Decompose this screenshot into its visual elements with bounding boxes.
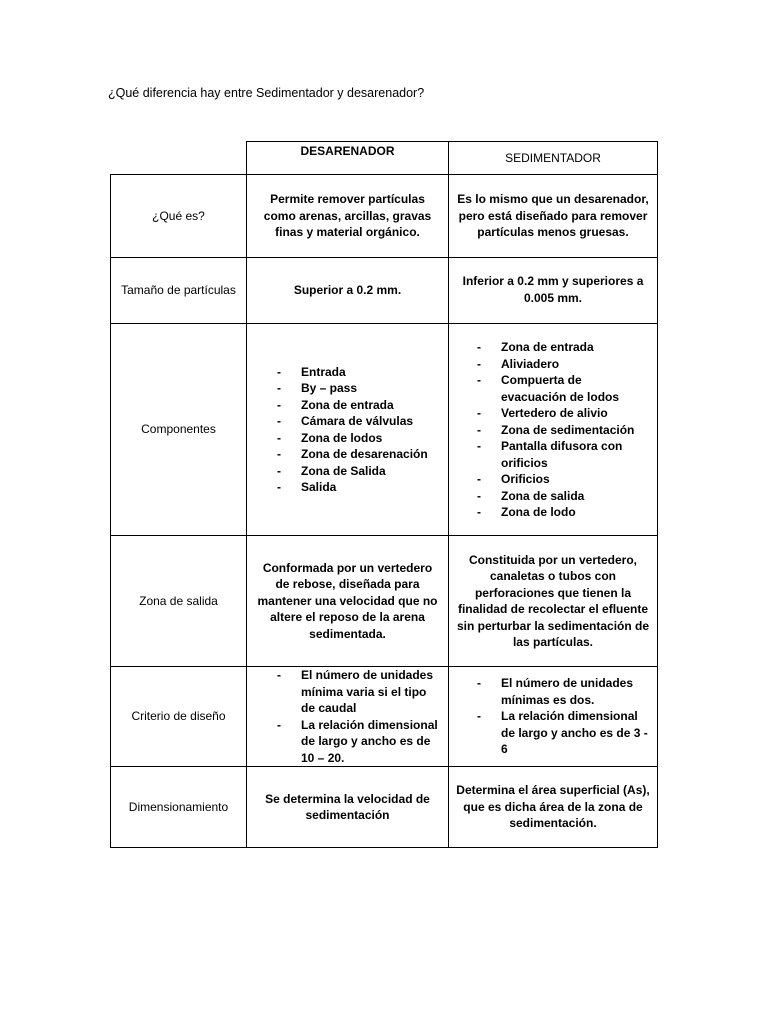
list-item: - Entrada — [277, 364, 440, 381]
list-item: - Zona de salida — [477, 488, 649, 505]
cell-dimensionamiento-desarenador: Se determina la velocidad de sedimentación — [246, 766, 449, 848]
cell-que-es-desarenador: Permite remover partículas como arenas, arcillas, gravas finas y material orgánico. — [246, 174, 449, 258]
list-item: - Pantalla difusora con orificios — [477, 438, 649, 471]
list-item: - Salida — [277, 479, 440, 496]
list-item: - By – pass — [277, 380, 440, 397]
list-item: - El número de unidades mínima varia si el tipo de caudal — [277, 667, 440, 717]
header-sedimentador: SEDIMENTADOR — [448, 141, 658, 175]
row-label-zona-salida: Zona de salida — [110, 535, 247, 667]
row-label-dimensionamiento: Dimensionamiento — [110, 766, 247, 848]
cell-componentes-desarenador — [246, 323, 449, 536]
list-item: - Zona de lodo — [477, 504, 649, 521]
list-item: - Orificios — [477, 471, 649, 488]
criterio-sedimentador-list — [477, 675, 649, 758]
header-desarenador: DESARENADOR — [246, 141, 449, 175]
page-title: ¿Qué diferencia hay entre Sedimentador y desarenador? — [108, 86, 425, 100]
list-item: - El número de unidades mínimas es dos. — [477, 675, 649, 708]
row-label-criterio: Criterio de diseño — [110, 666, 247, 767]
criterio-desarenador-list — [277, 667, 440, 766]
cell-tamano-sedimentador: Inferior a 0.2 mm y superiores a 0.005 mm. — [448, 257, 658, 324]
list-item: - Zona de lodos — [277, 430, 440, 447]
cell-que-es-sedimentador: Es lo mismo que un desarenador, pero está diseñado para remover partículas menos gruesas. — [448, 174, 658, 258]
list-item: - Zona de entrada — [477, 339, 649, 356]
list-item: - Compuerta de evacuación de lodos — [477, 372, 649, 405]
cell-zona-salida-desarenador: Conformada por un vertedero de rebose, diseñada para mantener una velocidad que no altere el reposo de la arena sedimentada. — [246, 535, 449, 667]
list-item: - Zona de entrada — [277, 397, 440, 414]
list-item: - La relación dimensional de largo y ancho es de 3 - 6 — [477, 708, 649, 758]
row-label-componentes: Componentes — [110, 323, 247, 536]
cell-criterio-desarenador — [246, 666, 449, 767]
cell-dimensionamiento-sedimentador: Determina el área superficial (As), que es dicha área de la zona de sedimentación. — [448, 766, 658, 848]
list-item: - Zona de desarenación — [277, 446, 440, 463]
list-item: - La relación dimensional de largo y ancho es de 10 – 20. — [277, 717, 440, 767]
cell-criterio-sedimentador — [448, 666, 658, 767]
cell-componentes-sedimentador — [448, 323, 658, 536]
list-item: - Zona de sedimentación — [477, 422, 649, 439]
row-label-que-es: ¿Qué es? — [110, 174, 247, 258]
list-item: - Cámara de válvulas — [277, 413, 440, 430]
cell-zona-salida-sedimentador: Constituida por un vertedero, canaletas o tubos con perforaciones que tienen la finalidad de recolectar el efluente sin perturbar la sedimentación de las partículas. — [448, 535, 658, 667]
cell-tamano-desarenador: Superior a 0.2 mm. — [246, 257, 449, 324]
list-item: - Aliviadero — [477, 356, 649, 373]
list-item: - Vertedero de alivio — [477, 405, 649, 422]
list-item: - Zona de Salida — [277, 463, 440, 480]
componentes-sedimentador-list — [477, 339, 649, 521]
componentes-desarenador-list — [277, 364, 440, 496]
row-label-tamano: Tamaño de partículas — [110, 257, 247, 324]
